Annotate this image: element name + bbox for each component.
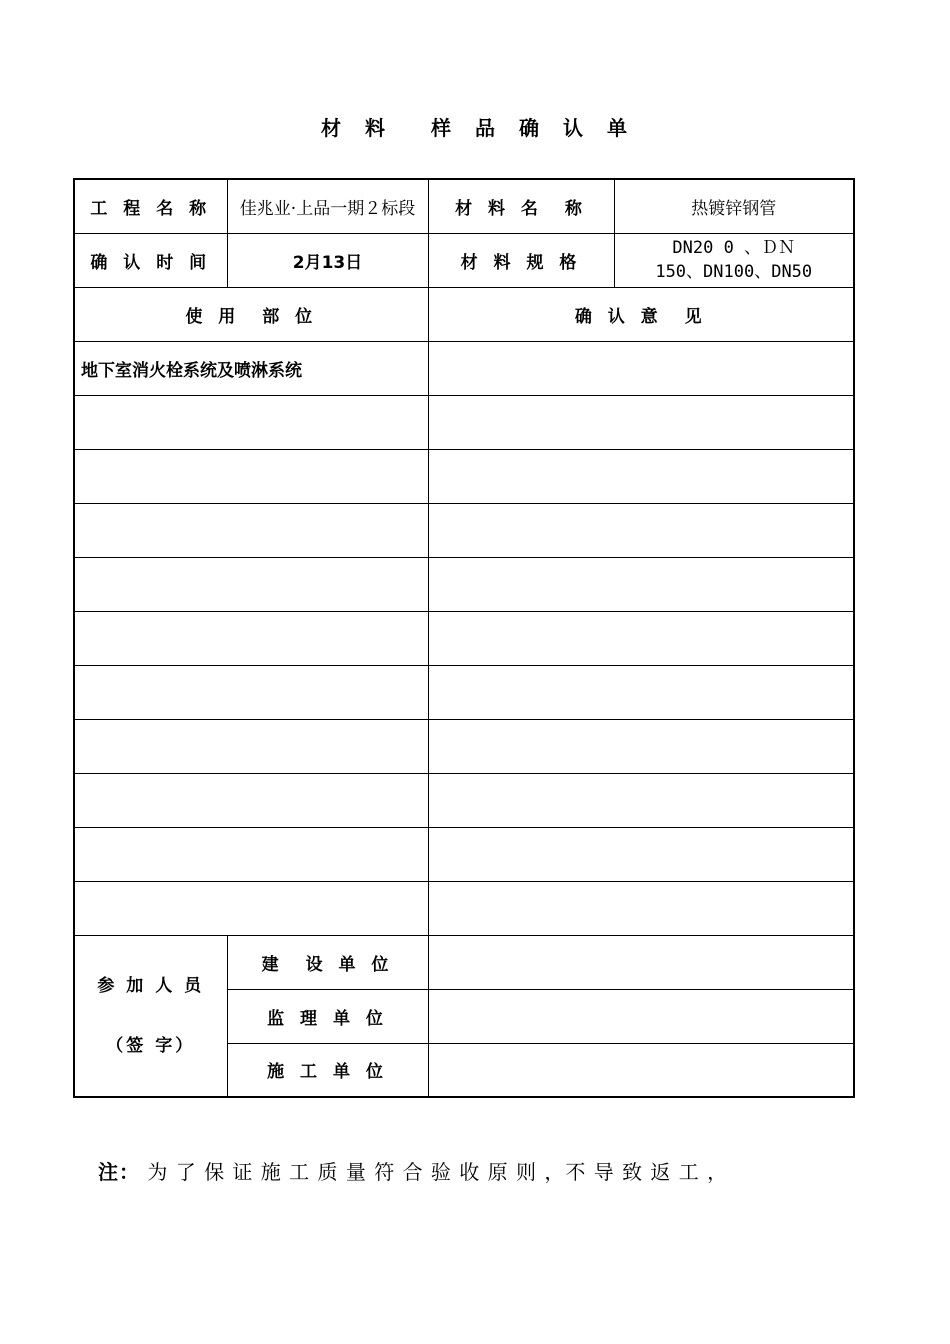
confirm-opinion-header: 确 认 意 见 (428, 287, 854, 341)
opinion-cell[interactable] (428, 611, 854, 665)
material-name-value[interactable]: 热镀锌钢管 (614, 179, 854, 233)
construction-unit-signature[interactable] (428, 935, 854, 989)
table-row (74, 395, 854, 449)
opinion-cell[interactable] (428, 827, 854, 881)
construction-unit-label: 建 设 单 位 (227, 935, 428, 989)
table-row (74, 827, 854, 881)
confirmation-form-table (73, 178, 855, 1098)
material-spec-line1: DN20 0 、ＤＮ (672, 238, 796, 258)
table-row (74, 449, 854, 503)
participants-label (74, 935, 227, 1097)
usage-location-cell[interactable] (74, 449, 428, 503)
page-title: 材 料 样 品 确 认 单 (321, 116, 629, 140)
project-name-value[interactable]: 佳兆业·上品一期２标段 (227, 179, 428, 233)
note-text: 为 了 保 证 施 工 质 量 符 合 验 收 原 则 ，不 导 致 返 工 ， (140, 1160, 729, 1184)
table-row (74, 719, 854, 773)
table-row (74, 503, 854, 557)
usage-location-cell[interactable] (74, 827, 428, 881)
material-spec-value[interactable] (614, 233, 854, 287)
project-name-label: 工 程 名 称 (74, 179, 227, 233)
opinion-cell[interactable] (428, 719, 854, 773)
supervision-unit-label: 监 理 单 位 (227, 989, 428, 1043)
confirm-time-value[interactable]: 2月13日 (227, 233, 428, 287)
usage-location-cell[interactable]: 地下室消火栓系统及喷淋系统 (74, 341, 428, 395)
table-row (74, 881, 854, 935)
usage-location-cell[interactable] (74, 881, 428, 935)
supervision-unit-signature[interactable] (428, 989, 854, 1043)
opinion-cell[interactable] (428, 881, 854, 935)
table-row (74, 665, 854, 719)
note-label: 注： (98, 1160, 140, 1184)
opinion-cell[interactable] (428, 773, 854, 827)
table-row (74, 341, 854, 395)
material-spec-line2: 150、DN100、DN50 (655, 262, 813, 282)
opinion-cell[interactable] (428, 557, 854, 611)
usage-location-cell[interactable] (74, 395, 428, 449)
usage-location-cell[interactable] (74, 665, 428, 719)
participants-label-line2: （签 字） (106, 1035, 196, 1056)
opinion-cell[interactable] (428, 341, 854, 395)
usage-location-cell[interactable] (74, 773, 428, 827)
usage-location-cell[interactable] (74, 557, 428, 611)
confirm-time-label: 确 认 时 间 (74, 233, 227, 287)
usage-location-cell[interactable] (74, 611, 428, 665)
opinion-cell[interactable] (428, 395, 854, 449)
material-name-label: 材 料 名 称 (428, 179, 614, 233)
material-spec-label: 材 料 规 格 (428, 233, 614, 287)
table-row (74, 773, 854, 827)
usage-location-cell[interactable] (74, 503, 428, 557)
table-row (74, 557, 854, 611)
usage-location-header: 使 用 部 位 (74, 287, 428, 341)
footnote (98, 1156, 858, 1185)
opinion-cell[interactable] (428, 449, 854, 503)
table-row (74, 611, 854, 665)
opinion-cell[interactable] (428, 665, 854, 719)
opinion-cell[interactable] (428, 503, 854, 557)
contractor-unit-label: 施 工 单 位 (227, 1043, 428, 1097)
usage-location-cell[interactable] (74, 719, 428, 773)
participants-label-line1: 参 加 人 员 (97, 975, 205, 996)
contractor-unit-signature[interactable] (428, 1043, 854, 1097)
